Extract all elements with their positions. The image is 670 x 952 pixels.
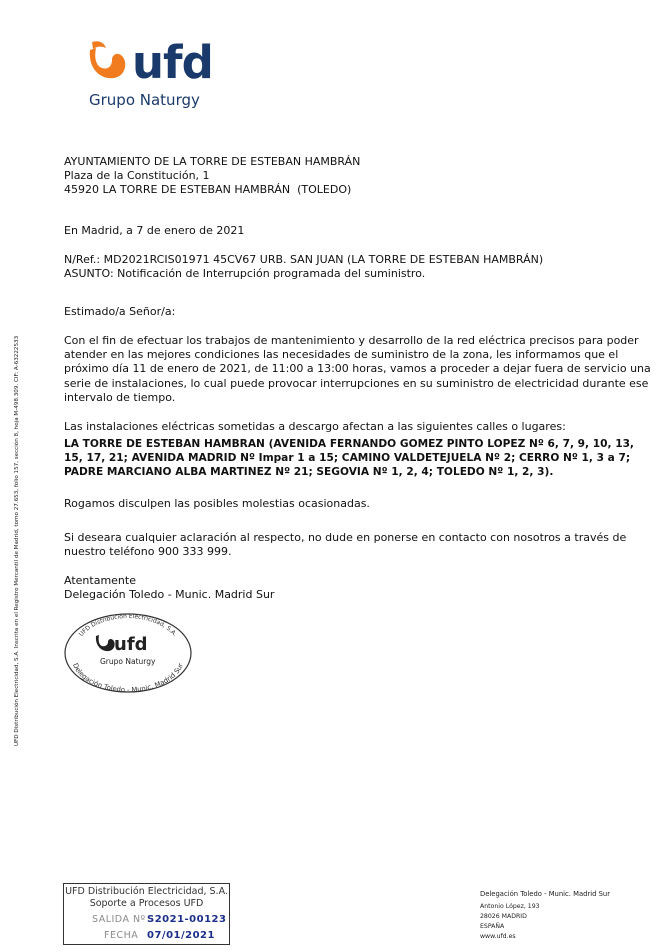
affected-intro bbox=[64, 420, 566, 434]
body-line: Con el fin de efectuar los trabajos de mantenimiento y desarrollo de la red eléctrica precisos para poder bbox=[64, 334, 639, 347]
address-line: Delegación Toledo - Munic. Madrid Sur bbox=[480, 890, 611, 898]
body-line: intervalo de tiempo. bbox=[64, 390, 176, 404]
body-line: próximo día 11 de enero de 2021, de 11:00 a 13:00 horas, vamos a proceder a dejar fuera de servicio una bbox=[64, 362, 651, 376]
recipient-line: 45920 LA TORRE DE ESTEBAN HAMBRÁN (TOLEDO) bbox=[64, 183, 352, 197]
greeting bbox=[64, 305, 175, 319]
logo-group-text: Grupo Naturgy bbox=[89, 91, 200, 109]
affected-streets bbox=[64, 437, 634, 480]
streets-line: 15, 17, 21; AVENIDA MADRID Nº Impar 1 a 15; CAMINO VALDETEJUELA Nº 2; CERRO Nº 1, 3 a 7; bbox=[64, 452, 631, 465]
registry-company: UFD Distribución Electricidad, S.A. bbox=[65, 886, 228, 897]
exit-label: SALIDA Nº bbox=[92, 914, 146, 925]
stamp-bottom-text: Delegación Toledo - Munic. Madrid Sur bbox=[71, 661, 185, 694]
stamp-brand-text: ufd bbox=[114, 634, 148, 655]
body-paragraph bbox=[64, 334, 651, 405]
address-line: Antonio López, 193 bbox=[480, 903, 540, 910]
footer-address bbox=[480, 889, 610, 942]
closing-text: Atentamente bbox=[64, 574, 136, 587]
svg-text:Delegación Toledo - Munic. Mad bbox=[71, 662, 185, 694]
registry-stamp-box bbox=[63, 883, 230, 945]
streets-line: LA TORRE DE ESTEBAN HAMBRAN (AVENIDA FERNANDO GOMEZ PINTO LOPEZ Nº 6, 7, 9, 10, 13, bbox=[64, 438, 634, 450]
logo-brand-text: ufd bbox=[132, 36, 213, 89]
body-line: atender en las mejores condiciones las necesidades de suministro de la zona, les informamos que el bbox=[64, 348, 619, 362]
streets-line: PADRE MARCIANO ALBA MARTINEZ Nº 21; SEGOVIA Nº 1, 2, 4; TOLEDO Nº 1, 2, 3). bbox=[64, 466, 554, 479]
registry-department: Soporte a Procesos UFD bbox=[89, 898, 204, 909]
side-legal-note: UFD Distribución Electricidad, S.A. Inscrita en el Registro Mercantil de Madrid, tomo 27.653, folio 157, sección 8, hoja M-498.309. CIF: A-63222533 bbox=[14, 335, 20, 746]
affected-intro-text: Las instalaciones eléctricas sometidas a descargo afectan a las siguientes calles o lugares: bbox=[64, 420, 566, 433]
subject-text: ASUNTO: Notificación de Interrupción programada del suministro. bbox=[64, 267, 426, 281]
body-line: serie de instalaciones, lo cual puede provocar interrupciones en su suministro de electricidad durante ese bbox=[64, 376, 649, 390]
apology bbox=[64, 497, 370, 511]
recipient-line: Plaza de la Constitución, 1 bbox=[64, 169, 210, 183]
contact-line: nuestro teléfono 900 333 999. bbox=[64, 545, 232, 559]
stamp-top-text: UFD Distribución Electricidad, S.A. bbox=[77, 612, 179, 638]
apology-text: Rogamos disculpen las posibles molestias ocasionadas. bbox=[64, 497, 370, 510]
reference-block bbox=[64, 253, 543, 281]
address-line: ESPAÑA bbox=[480, 923, 505, 930]
ufd-logo-icon bbox=[82, 38, 130, 86]
website-link[interactable]: www.ufd.es bbox=[480, 933, 516, 940]
company-stamp bbox=[62, 612, 194, 694]
date-label: FECHA bbox=[104, 930, 139, 941]
contact-paragraph bbox=[64, 531, 626, 559]
stamp-seal-icon bbox=[62, 612, 194, 694]
recipient-line: AYUNTAMIENTO DE LA TORRE DE ESTEBAN HAMBRÁN bbox=[64, 155, 361, 168]
signature-text: Delegación Toledo - Munic. Madrid Sur bbox=[64, 588, 275, 602]
closing-block bbox=[64, 574, 274, 602]
date-line bbox=[64, 224, 244, 238]
date-value: 07/01/2021 bbox=[147, 930, 215, 941]
greeting-text: Estimado/a Señor/a: bbox=[64, 305, 176, 318]
stamp-group-text: Grupo Naturgy bbox=[100, 657, 156, 666]
date-text: En Madrid, a 7 de enero de 2021 bbox=[64, 224, 245, 237]
recipient-address bbox=[64, 155, 360, 198]
reference-text: N/Ref.: MD2021RCIS01971 45CV67 URB. SAN JUAN (LA TORRE DE ESTEBAN HAMBRÁN) bbox=[64, 253, 544, 266]
address-line: 28026 MADRID bbox=[480, 913, 527, 920]
company-logo bbox=[82, 36, 242, 116]
exit-number: S2021-00123 bbox=[147, 914, 227, 925]
contact-line: Si deseara cualquier aclaración al respecto, no dude en ponerse en contacto con nosotros a través de bbox=[64, 531, 627, 544]
